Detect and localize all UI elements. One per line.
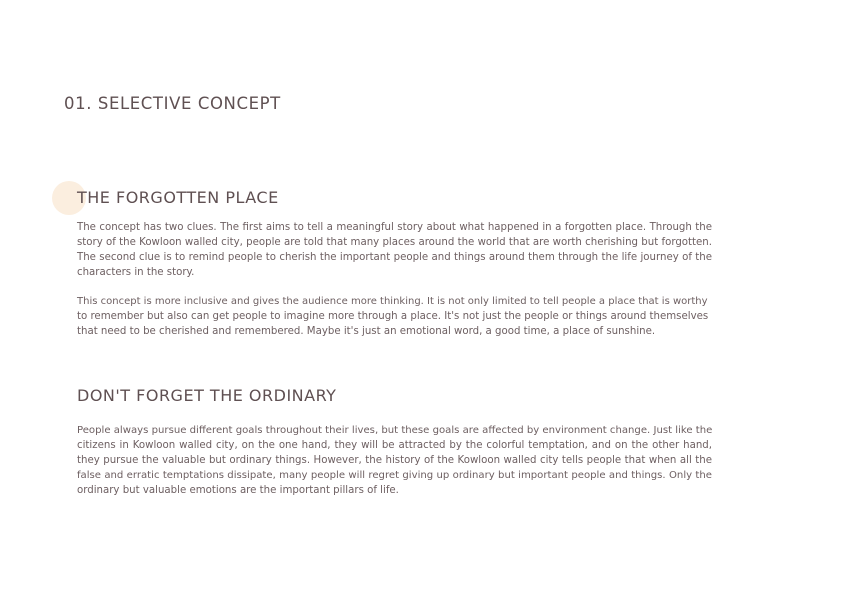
text-line: citizens in Kowloon walled city, on the one hand, they will be attracted by the colorful temptation, and on the other hand, [77,440,712,451]
paragraph-dont-forget-ordinary [77,423,712,498]
text-line: they pursue the valuable but ordinary things. However, the history of the Kowloon walled city tells people that when all the [77,455,712,466]
section-heading-dont-forget-ordinary: DON'T FORGET THE ORDINARY [77,386,337,405]
paragraph-forgotten-place-1 [77,220,712,280]
text-line: that need to be cherished and remembered. Maybe it's just an emotional word, a good time, a place of sunshine. [77,326,656,337]
text-line: People always pursue different goals throughout their lives, but these goals are affected by environment change. Just like the [77,425,713,436]
page-title: 01. SELECTIVE CONCEPT [64,94,281,113]
text-line: ordinary but valuable emotions are the important pillars of life. [77,485,399,496]
text-line: The second clue is to remind people to cherish the important people and things around them through the life journey of the [77,252,712,263]
text-line: false and erratic temptations dissipate, many people will regret giving up ordinary but important people and things. Only the [77,470,712,481]
text-line: This concept is more inclusive and gives the audience more thinking. It is not only limited to tell people a place that is worthy [77,296,708,307]
text-line: to remember but also can get people to imagine more through a place. It's not just the people or things around themselves [77,311,709,322]
section-heading-forgotten-place: THE FORGOTTEN PLACE [77,188,279,207]
text-line: The concept has two clues. The first aims to tell a meaningful story about what happened in a forgotten place. Through the [77,222,712,233]
text-line: characters in the story. [77,267,195,278]
paragraph-forgotten-place-2 [77,294,712,339]
text-line: story of the Kowloon walled city, people are told that many places around the world that are worth cherishing but forgotten. [77,237,712,248]
